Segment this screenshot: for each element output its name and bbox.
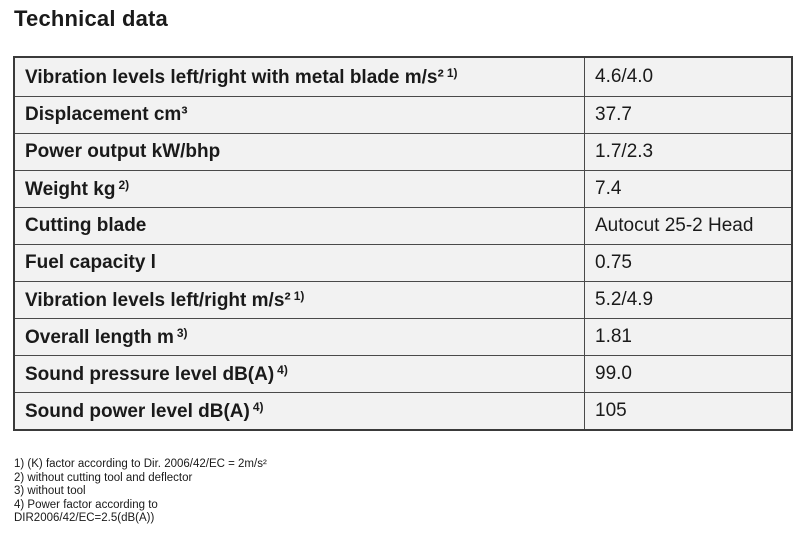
table-row — [14, 319, 792, 356]
parameter-cell — [14, 356, 585, 393]
table-row — [14, 245, 792, 282]
table-row — [14, 208, 792, 245]
footnote-ref: 2) — [118, 177, 130, 192]
parameter-label: Power output kW/bhp — [25, 141, 221, 162]
table-row — [14, 134, 792, 171]
page-title: Technical data — [14, 6, 168, 31]
value-cell: Autocut 25-2 Head — [585, 208, 793, 245]
parameter-label: Displacement cm³ — [25, 104, 188, 125]
parameter-label: Vibration levels left/right m/s² — [25, 289, 291, 311]
table-row — [14, 171, 792, 208]
technical-data-table — [13, 56, 793, 431]
footnote: 3) without tool — [14, 485, 86, 498]
footnote: DIR2006/42/EC=2.5(dB(A)) — [14, 512, 155, 525]
value-cell: 4.6/4.0 — [585, 57, 793, 97]
footnote-ref: 4) — [252, 399, 264, 414]
table-row — [14, 356, 792, 393]
footnote: 2) without cutting tool and deflector — [14, 471, 193, 484]
value-cell: 0.75 — [585, 245, 793, 282]
value-cell: 1.81 — [585, 319, 793, 356]
parameter-cell — [14, 134, 585, 171]
footnote-ref: 4) — [277, 362, 288, 377]
parameter-cell — [14, 57, 585, 97]
footnote-ref: 3) — [176, 325, 188, 340]
value-cell: 99.0 — [585, 356, 793, 393]
parameter-label: Cutting blade — [25, 215, 147, 236]
parameter-cell — [14, 245, 585, 282]
value-cell: 37.7 — [585, 97, 793, 134]
value-cell: 1.7/2.3 — [585, 134, 793, 171]
value-cell: 105 — [585, 393, 793, 431]
value-cell: 5.2/4.9 — [585, 282, 793, 319]
parameter-cell — [14, 97, 585, 134]
parameter-label: Sound pressure level dB(A) — [25, 363, 275, 385]
table-row — [14, 393, 792, 431]
parameter-cell — [14, 282, 585, 319]
table-row — [14, 282, 792, 319]
footnote: 4) Power factor according to — [14, 498, 158, 511]
footnote-ref: 1) — [293, 288, 305, 303]
footnote: 1) (K) factor according to Dir. 2006/42/EC = 2m/s² — [14, 458, 267, 470]
table-row — [14, 97, 792, 134]
footnotes — [14, 458, 267, 526]
table-row — [14, 57, 792, 97]
parameter-label: Vibration levels left/right with metal blade m/s² — [25, 66, 444, 88]
parameter-cell — [14, 393, 585, 431]
parameter-cell — [14, 208, 585, 245]
parameter-label: Weight kg — [25, 178, 116, 200]
parameter-label: Overall length m — [25, 326, 174, 348]
value-cell: 7.4 — [585, 171, 793, 208]
parameter-cell — [14, 171, 585, 208]
parameter-label: Fuel capacity l — [25, 252, 156, 273]
parameter-label: Sound power level dB(A) — [25, 400, 250, 422]
footnote-ref: 1) — [446, 65, 458, 80]
parameter-cell — [14, 319, 585, 356]
